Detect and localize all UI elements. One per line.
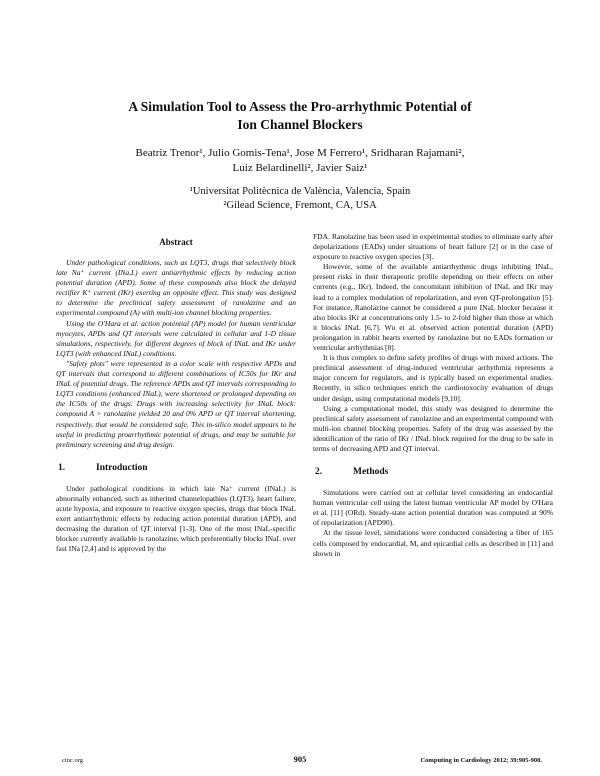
affiliation-1: ¹Universitat Politècnica de València, Valencia, Spain [189,186,411,197]
abstract-paragraph: Using the O'Hara et al. action potential (AP) model for human ventricular myocytes, APDs and QT intervals were calculated in cellular and 1-D tissue simulations, respectively, for different degrees of block of INaL and IKr under LQT3 (with enhanced INaL) conditions. [56,318,296,358]
left-column [56,232,296,554]
section-heading-introduction [56,462,296,474]
body-paragraph: Under pathological conditions in which late Na⁺ current (INaL) is abnormally enhanced, such as inherited channelopathies (LQT3), heart failure, acute hypoxia, and exposure to reactive oxygen species, drugs that block INaL exert antiarrhythmic effects by reducing action potential duration (APD), and decreasing the duration of QT interval [1-3]. One of the most INaL-specific blocker currently available is ranolazine, which preferentially blocks INaL over fast INa [2,4] and is approved by the [56,483,296,554]
title-line-1: A Simulation Tool to Assess the Pro-arrhythmic Potential of [128,99,472,114]
body-paragraph: At the tissue level, simulations were conducted considering a fiber of 165 cells composed by endocardial, M, and epicardial cells as described in [11] and shown in [313,528,553,558]
affiliations [60,185,540,213]
paper-title [60,98,540,134]
section-title: Methods [353,467,389,478]
body-paragraph: Using a computational model, this study was designed to determine the preclinical safety assessment of ranolazine and an experimental compound with multi-ion channel blocking properties. Safety of the drug was assessed by the identification of the ratio of IKr / INaL block required for the drug to be safe in terms of decreasing APD and QT interval. [313,403,553,453]
abstract-paragraph: Under pathological conditions, such as LQT3, drugs that selectively block late Na⁺ current (INa,L) exert antiarrhythmic effects by reducing action potential duration (APD). Some of these compounds also block the delayed rectifier K⁺ current (IKr) exerting an opposite effect. This study was designed to determine the preclinical safety assessment of ranolazine and an experimental compound (A) with multi-ion channel blocking properties. [56,258,296,318]
footer-site: cinc.org [62,757,83,764]
title-line-2: Ion Channel Blockers [237,117,363,132]
abstract-body [56,258,296,450]
right-column [313,232,553,559]
body-paragraph: It is thus complex to define safety profiles of drugs with mixed actions. The preclinical assessment of drug-induced ventricular arrhythmia represents a major concern for regulators, and is typically based on experimental studies. Recently, in silico techniques enrich the cardiotoxocity evaluation of drugs under design, using computational models [9,10]. [313,353,553,403]
abstract-paragraph: "Safety plots" were represented in a color scale with respective APDs and QT intervals that correspond to different combinations of IC50s for IKr and INaL of potential drugs. The reference APDs and QT intervals corresponding to LQT3 conditions (enhanced INaL), were shortened or prolonged depending on the IC50s of the drugs. Drugs with increasing selectivity for INaL block: compound A > ranolazine yielded 20 and 0% APD or QT interval shortening, respectively, that would be considered safe. This in-silico model appears to be useful in predicting proarrhythmic potential of drugs, and may be suitable for preliminary screening and drug design. [56,358,296,449]
body-paragraph: FDA. Ranolazine has been used in experimental studies to eliminate early after depolarizations (EADs) under situations of heart failure [2] or in the case of exposure to reactive oxygen species [3]. [313,232,553,262]
section-title: Introduction [96,462,148,473]
section-heading-methods [313,466,553,478]
body-paragraph: However, some of the available antiarrhythmic drugs inhibiting INaL, present risks in their therapeutic profile depending on their effects on other currents (e.g., IKr). Indeed, the concomitant inhibition of INaL and IKr may lead to a complex modulation of repolarization, and even QT-prolongation [5]. For instance, Ranolazine cannot be considered a pure INaL blocker because it also blocks IKr at concentrations only 1.5- to 2-fold higher than those at which it blocks INaL [6,7]. Wu et al. observed action potential duration (APD) prolongation in rabbit hearts exerted by ranolazine but no EADs formation or ventricular arrhythmias [8]. [313,262,553,353]
footer-citation: Computing in Cardiology 2012; 39:905-908. [420,757,542,764]
section-number: 2. [315,467,323,478]
abstract-heading: Abstract [159,237,193,247]
authors-line-1: Beatriz Trenor¹, Julio Gomis-Tena¹, Jose M Ferrero¹, Sridharan Rajamani², [135,147,465,159]
author-list [60,146,540,176]
page-number: 905 [293,754,307,764]
affiliation-2: ²Gilead Science, Fremont, CA, USA [223,200,377,211]
authors-line-2: Luiz Belardinelli², Javier Saiz¹ [232,162,368,174]
body-paragraph: Simulations were carried out at cellular level considering an endocardial human ventricular cell using the latest human ventricular AP model by O'Hara et al. [11] (ORd). Steady-state action potential duration was computed at 90% of repolarization (APD90). [313,488,553,528]
section-number: 1. [58,462,66,473]
